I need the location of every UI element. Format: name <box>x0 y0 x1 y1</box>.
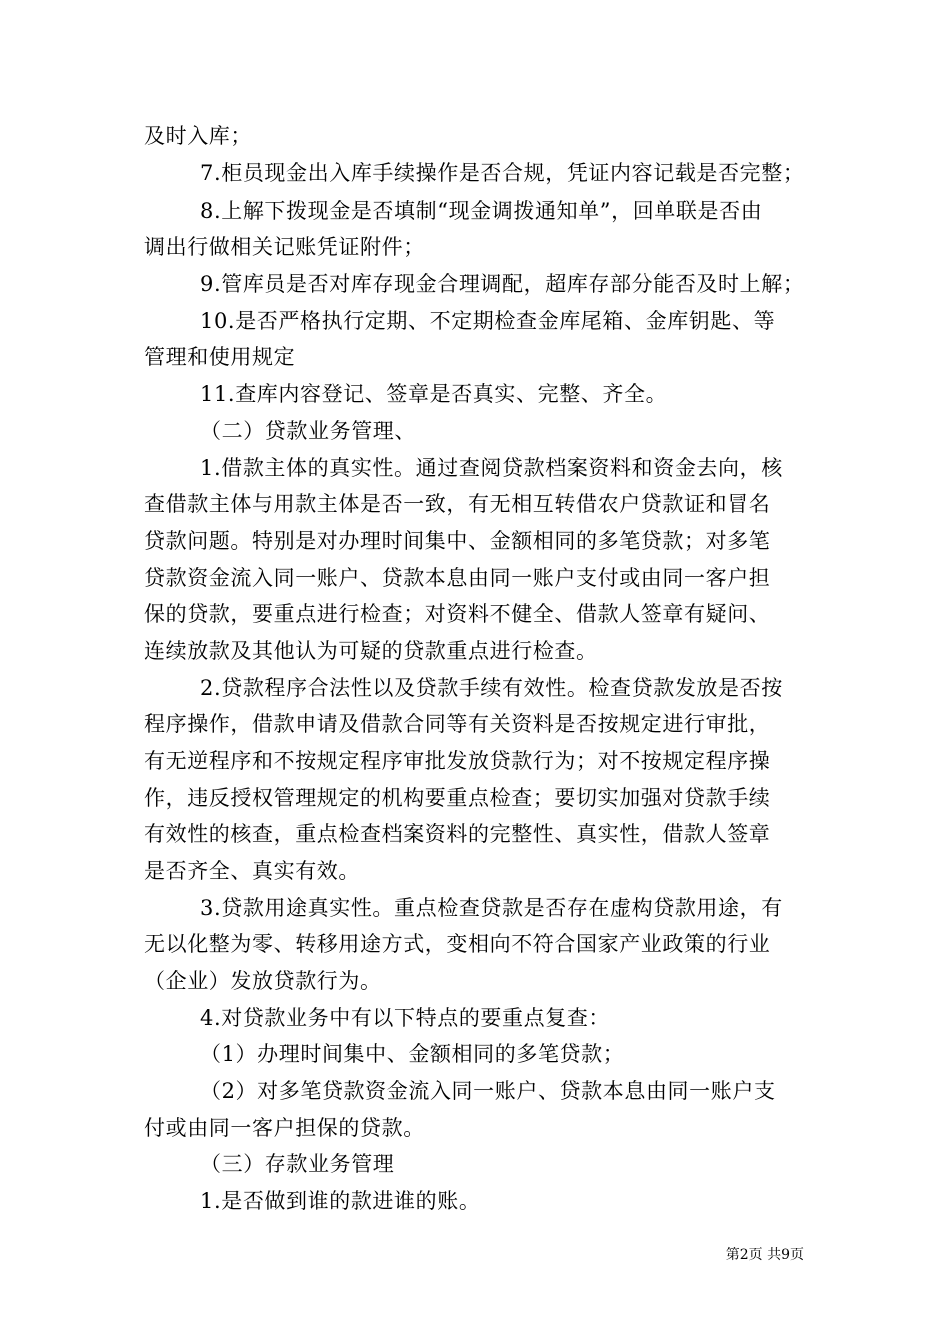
text-line: 贷款问题。特别是对办理时间集中、金额相同的多笔贷款；对多笔 <box>144 529 771 553</box>
text-line: 作，违反授权管理规定的机构要重点检查；要切实加强对贷款手续 <box>144 786 771 810</box>
text-line: （企业）发放贷款行为。 <box>144 969 382 993</box>
text-line: 查借款主体与用款主体是否一致，有无相互转借农户贷款证和冒名 <box>144 492 771 516</box>
text-line: 付或由同一客户担保的贷款。 <box>144 1116 425 1140</box>
text-line: 10.是否严格执行定期、不定期检查金库尾箱、金库钥匙、等 <box>200 309 776 333</box>
text-line: 9.管库员是否对库存现金合理调配，超库存部分能否及时上解； <box>200 272 805 296</box>
text-line: 保的贷款，要重点进行检查；对资料不健全、借款人签章有疑问、 <box>144 602 771 626</box>
text-line: 8.上解下拨现金是否填制“现金调拨通知单”，回单联是否由 <box>200 199 763 223</box>
text-line: 有效性的核查，重点检查档案资料的完整性、真实性，借款人签章 <box>144 822 771 846</box>
page-number: 第2页 共9页 <box>725 1247 804 1263</box>
text-line: 有无逆程序和不按规定程序审批发放贷款行为；对不按规定程序操 <box>144 749 771 773</box>
text-line: 1.是否做到谁的款进谁的账。 <box>200 1189 481 1213</box>
text-line: 是否齐全、真实有效。 <box>144 859 360 883</box>
text-line: 4.对贷款业务中有以下特点的要重点复查： <box>200 1006 611 1030</box>
text-line: 调出行做相关记账凭证附件； <box>144 235 425 259</box>
text-line: 连续放款及其他认为可疑的贷款重点进行检查。 <box>144 639 598 663</box>
text-line: 3.贷款用途真实性。重点检查贷款是否存在虚构贷款用途，有 <box>200 896 783 920</box>
text-line: 1.借款主体的真实性。通过查阅贷款档案资料和资金去向，核 <box>200 456 783 480</box>
section-heading: （二）贷款业务管理、 <box>200 419 416 443</box>
text-line: 7.柜员现金出入库手续操作是否合规，凭证内容记载是否完整； <box>200 161 805 185</box>
text-line: 贷款资金流入同一账户、贷款本息由同一账户支付或由同一客户担 <box>144 566 771 590</box>
section-heading: （三）存款业务管理 <box>200 1152 395 1176</box>
text-line: （1）办理时间集中、金额相同的多笔贷款； <box>200 1042 625 1066</box>
text-line: 及时入库； <box>144 124 252 148</box>
text-line: 11.查库内容登记、签章是否真实、完整、齐全。 <box>200 382 668 406</box>
text-line: （2）对多笔贷款资金流入同一账户、贷款本息由同一账户支 <box>200 1079 776 1103</box>
text-line: 程序操作，借款申请及借款合同等有关资料是否按规定进行审批， <box>144 712 771 736</box>
text-line: 无以化整为零、转移用途方式，变相向不符合国家产业政策的行业 <box>144 932 771 956</box>
text-line: 管理和使用规定 <box>144 345 296 369</box>
text-line: 2.贷款程序合法性以及贷款手续有效性。检查贷款发放是否按 <box>200 676 783 700</box>
